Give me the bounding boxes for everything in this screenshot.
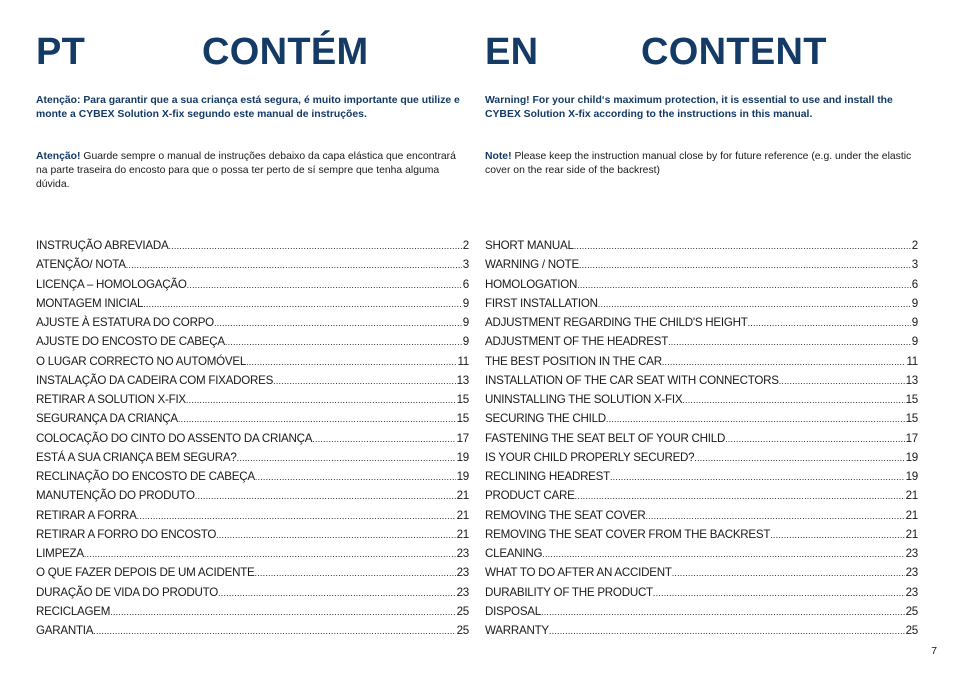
- toc-entry-title: COLOCAÇÃO DO CINTO DO ASSENTO DA CRIANÇA: [36, 431, 313, 445]
- toc-entry[interactable]: [485, 467, 918, 486]
- en-note-text: Please keep the instruction manual close by for future reference (e.g. under the elastic cover on the rear side of the backrest): [485, 151, 912, 176]
- toc-entry-page: 9: [462, 316, 469, 329]
- page-number: 7: [931, 646, 937, 657]
- toc-entry-title: INSTALLATION OF THE CAR SEAT WITH CONNECTORS: [485, 373, 779, 387]
- toc-entry-title: ATENÇÃO/ NOTA: [36, 258, 126, 272]
- toc-entry[interactable]: [485, 563, 918, 582]
- pt-table-of-contents: [36, 236, 469, 640]
- toc-entry-title: REMOVING THE SEAT COVER: [485, 508, 646, 522]
- toc-entry[interactable]: [485, 236, 918, 255]
- toc-entry-page: 19: [456, 470, 469, 483]
- en-language-code: EN: [485, 31, 539, 73]
- toc-entry[interactable]: [485, 294, 918, 313]
- toc-entry[interactable]: [485, 255, 918, 274]
- toc-entry-title: O QUE FAZER DEPOIS DE UM ACIDENTE: [36, 566, 255, 580]
- toc-entry[interactable]: [36, 448, 469, 467]
- toc-entry-title: RECLINING HEADREST: [485, 470, 610, 483]
- en-note-label: Note!: [485, 151, 512, 162]
- toc-entry-title: UNINSTALLING THE SOLUTION X-FIX: [485, 393, 683, 406]
- toc-entry-page: 25: [905, 624, 918, 637]
- toc-entry-title: HOMOLOGATION: [485, 277, 578, 291]
- toc-entry[interactable]: [36, 429, 469, 448]
- toc-entry-page: 11: [906, 354, 918, 368]
- toc-entry-page: 23: [456, 585, 469, 599]
- toc-entry[interactable]: [36, 275, 469, 294]
- toc-entry[interactable]: [485, 409, 918, 428]
- toc-entry[interactable]: [485, 602, 918, 621]
- toc-entry-title: RECICLAGEM: [36, 604, 111, 618]
- toc-entry[interactable]: [36, 602, 469, 621]
- toc-entry[interactable]: [36, 525, 469, 544]
- toc-entry-title: MONTAGEM INICIAL: [36, 296, 144, 310]
- toc-entry[interactable]: [36, 371, 469, 390]
- toc-entry-page: 23: [905, 547, 918, 560]
- toc-entry-title: RETIRAR A FORRA: [36, 508, 137, 522]
- pt-language-code: PT: [36, 31, 86, 73]
- toc-entry-page: 15: [905, 393, 918, 406]
- toc-entry[interactable]: [485, 390, 918, 409]
- toc-entry[interactable]: [485, 486, 918, 505]
- toc-entry-title: SEGURANÇA DA CRIANÇA: [36, 412, 178, 426]
- toc-entry[interactable]: [36, 332, 469, 351]
- toc-entry-title: O LUGAR CORRECTO NO AUTOMÓVEL: [36, 354, 247, 368]
- pt-warning-text: Atenção: Para garantir que a sua criança está segura, é muito importante que utilize e monte a CYBEX Solution X-fix segundo este manual de instruções.: [36, 95, 460, 120]
- toc-entry-page: 23: [905, 566, 918, 580]
- toc-entry-page: 9: [911, 316, 918, 329]
- toc-entry-title: ESTÁ A SUA CRIANÇA BEM SEGURA?: [36, 450, 237, 464]
- toc-entry-page: 11: [457, 354, 469, 368]
- toc-entry-title: FASTENING THE SEAT BELT OF YOUR CHILD: [485, 431, 726, 445]
- toc-entry-page: 2: [462, 239, 469, 252]
- pt-header: [36, 30, 469, 74]
- toc-entry-title: GARANTIA: [36, 624, 94, 637]
- toc-entry[interactable]: [485, 621, 918, 640]
- toc-entry-page: 21: [456, 489, 469, 503]
- toc-entry-title: IS YOUR CHILD PROPERLY SECURED?: [485, 450, 695, 464]
- toc-entry-page: 23: [456, 547, 469, 560]
- toc-entry-title: REMOVING THE SEAT COVER FROM THE BACKREST: [485, 527, 771, 541]
- toc-entry-title: WARNING / NOTE: [485, 258, 579, 272]
- toc-entry[interactable]: [36, 486, 469, 505]
- pt-section-title: CONTÉM: [202, 31, 369, 73]
- toc-entry[interactable]: [36, 409, 469, 428]
- toc-entry-page: 9: [462, 296, 469, 310]
- toc-entry-page: 6: [911, 277, 918, 291]
- toc-entry-page: 3: [911, 258, 918, 272]
- toc-entry-page: 21: [905, 508, 918, 522]
- toc-entry[interactable]: [485, 583, 918, 602]
- toc-entry-page: 17: [905, 431, 918, 445]
- toc-entry-page: 21: [456, 508, 469, 522]
- en-section-title: CONTENT: [641, 31, 827, 73]
- toc-entry[interactable]: [485, 429, 918, 448]
- toc-entry-page: 19: [905, 470, 918, 483]
- toc-entry[interactable]: [36, 236, 469, 255]
- toc-entry-page: 13: [905, 373, 918, 387]
- toc-entry-title: SHORT MANUAL: [485, 239, 574, 252]
- en-warning-text: Warning! For your child‘s maximum protection, it is essential to use and install the CYBEX Solution X-fix according to the instructions in this manual.: [485, 95, 893, 120]
- toc-entry[interactable]: [36, 621, 469, 640]
- toc-entry-page: 21: [905, 527, 918, 541]
- toc-entry-page: 9: [911, 335, 918, 349]
- toc-entry-title: PRODUCT CARE: [485, 489, 575, 503]
- toc-entry-page: 23: [905, 585, 918, 599]
- toc-entry-page: 9: [911, 296, 918, 310]
- toc-entry-title: AJUSTE À ESTATURA DO CORPO: [36, 316, 214, 329]
- toc-entry[interactable]: [36, 390, 469, 409]
- toc-entry[interactable]: [36, 583, 469, 602]
- toc-entry-page: 25: [456, 624, 469, 637]
- toc-entry-title: DURABILITY OF THE PRODUCT: [485, 585, 653, 599]
- toc-entry-title: DISPOSAL: [485, 604, 541, 618]
- toc-entry-title: DURAÇÃO DE VIDA DO PRODUTO: [36, 585, 219, 599]
- toc-entry[interactable]: [36, 467, 469, 486]
- toc-entry-title: RETIRAR A FORRO DO ENCOSTO: [36, 527, 217, 541]
- toc-entry[interactable]: [485, 448, 918, 467]
- toc-entry-title: FIRST INSTALLATION: [485, 296, 598, 310]
- toc-entry-page: 17: [456, 431, 469, 445]
- toc-entry[interactable]: [485, 544, 918, 563]
- toc-entry-title: CLEANING: [485, 547, 543, 560]
- toc-entry[interactable]: [36, 544, 469, 563]
- pt-note-label: Atenção!: [36, 151, 81, 162]
- toc-entry-page: 9: [462, 335, 469, 349]
- toc-entry[interactable]: [485, 332, 918, 351]
- toc-entry-title: LIMPEZA: [36, 547, 84, 560]
- pt-note: [36, 150, 469, 192]
- toc-entry-title: RECLINAÇÃO DO ENCOSTO DE CABEÇA: [36, 470, 255, 483]
- toc-entry-page: 21: [905, 489, 918, 503]
- toc-entry-title: INSTALAÇÃO DA CADEIRA COM FIXADORES: [36, 373, 274, 387]
- toc-entry-page: 3: [462, 258, 469, 272]
- pt-note-text: Guarde sempre o manual de instruções debaixo da capa elástica que encontrará na parte traseira do encosto para que o possa ter perto de sí sempre que tenha alguma dúvida.: [36, 151, 456, 190]
- en-table-of-contents: [485, 236, 918, 640]
- en-header: [485, 30, 918, 74]
- toc-entry[interactable]: [36, 563, 469, 582]
- toc-entry[interactable]: [485, 525, 918, 544]
- en-note: [485, 150, 918, 178]
- toc-entry-page: 25: [905, 604, 918, 618]
- toc-entry-title: WARRANTY: [485, 624, 549, 637]
- toc-entry-page: 19: [905, 450, 918, 464]
- toc-entry-title: INSTRUÇÃO ABREVIADA: [36, 239, 169, 252]
- toc-entry-title: WHAT TO DO AFTER AN ACCIDENT: [485, 566, 672, 580]
- toc-entry-page: 13: [456, 373, 469, 387]
- toc-entry-title: RETIRAR A SOLUTION X-FIX: [36, 393, 186, 406]
- toc-entry-page: 15: [456, 393, 469, 406]
- toc-entry-page: 2: [911, 239, 918, 252]
- toc-entry-title: THE BEST POSITION IN THE CAR: [485, 354, 662, 368]
- toc-entry-page: 19: [456, 450, 469, 464]
- toc-entry-title: MANUTENÇÃO DO PRODUTO: [36, 489, 195, 503]
- toc-entry-page: 15: [456, 412, 469, 426]
- toc-entry-title: AJUSTE DO ENCOSTO DE CABEÇA: [36, 335, 225, 349]
- toc-entry[interactable]: [485, 313, 918, 332]
- toc-entry-page: 23: [456, 566, 469, 580]
- toc-entry-page: 6: [462, 277, 469, 291]
- toc-entry[interactable]: [36, 313, 469, 332]
- toc-entry[interactable]: [485, 371, 918, 390]
- toc-entry-title: SECURING THE CHILD: [485, 412, 606, 426]
- toc-entry-title: LICENÇA – HOMOLOGAÇÃO: [36, 277, 187, 291]
- toc-entry-page: 21: [456, 527, 469, 541]
- toc-entry[interactable]: [36, 506, 469, 525]
- toc-entry[interactable]: [485, 352, 918, 371]
- toc-entry-title: ADJUSTMENT OF THE HEADREST: [485, 335, 669, 349]
- toc-entry[interactable]: [36, 294, 469, 313]
- toc-entry-page: 25: [456, 604, 469, 618]
- toc-entry-page: 15: [905, 412, 918, 426]
- toc-entry[interactable]: [485, 275, 918, 294]
- toc-entry[interactable]: [485, 506, 918, 525]
- toc-entry[interactable]: [36, 352, 469, 371]
- toc-entry[interactable]: [36, 255, 469, 274]
- toc-entry-title: ADJUSTMENT REGARDING THE CHILD'S HEIGHT: [485, 316, 748, 329]
